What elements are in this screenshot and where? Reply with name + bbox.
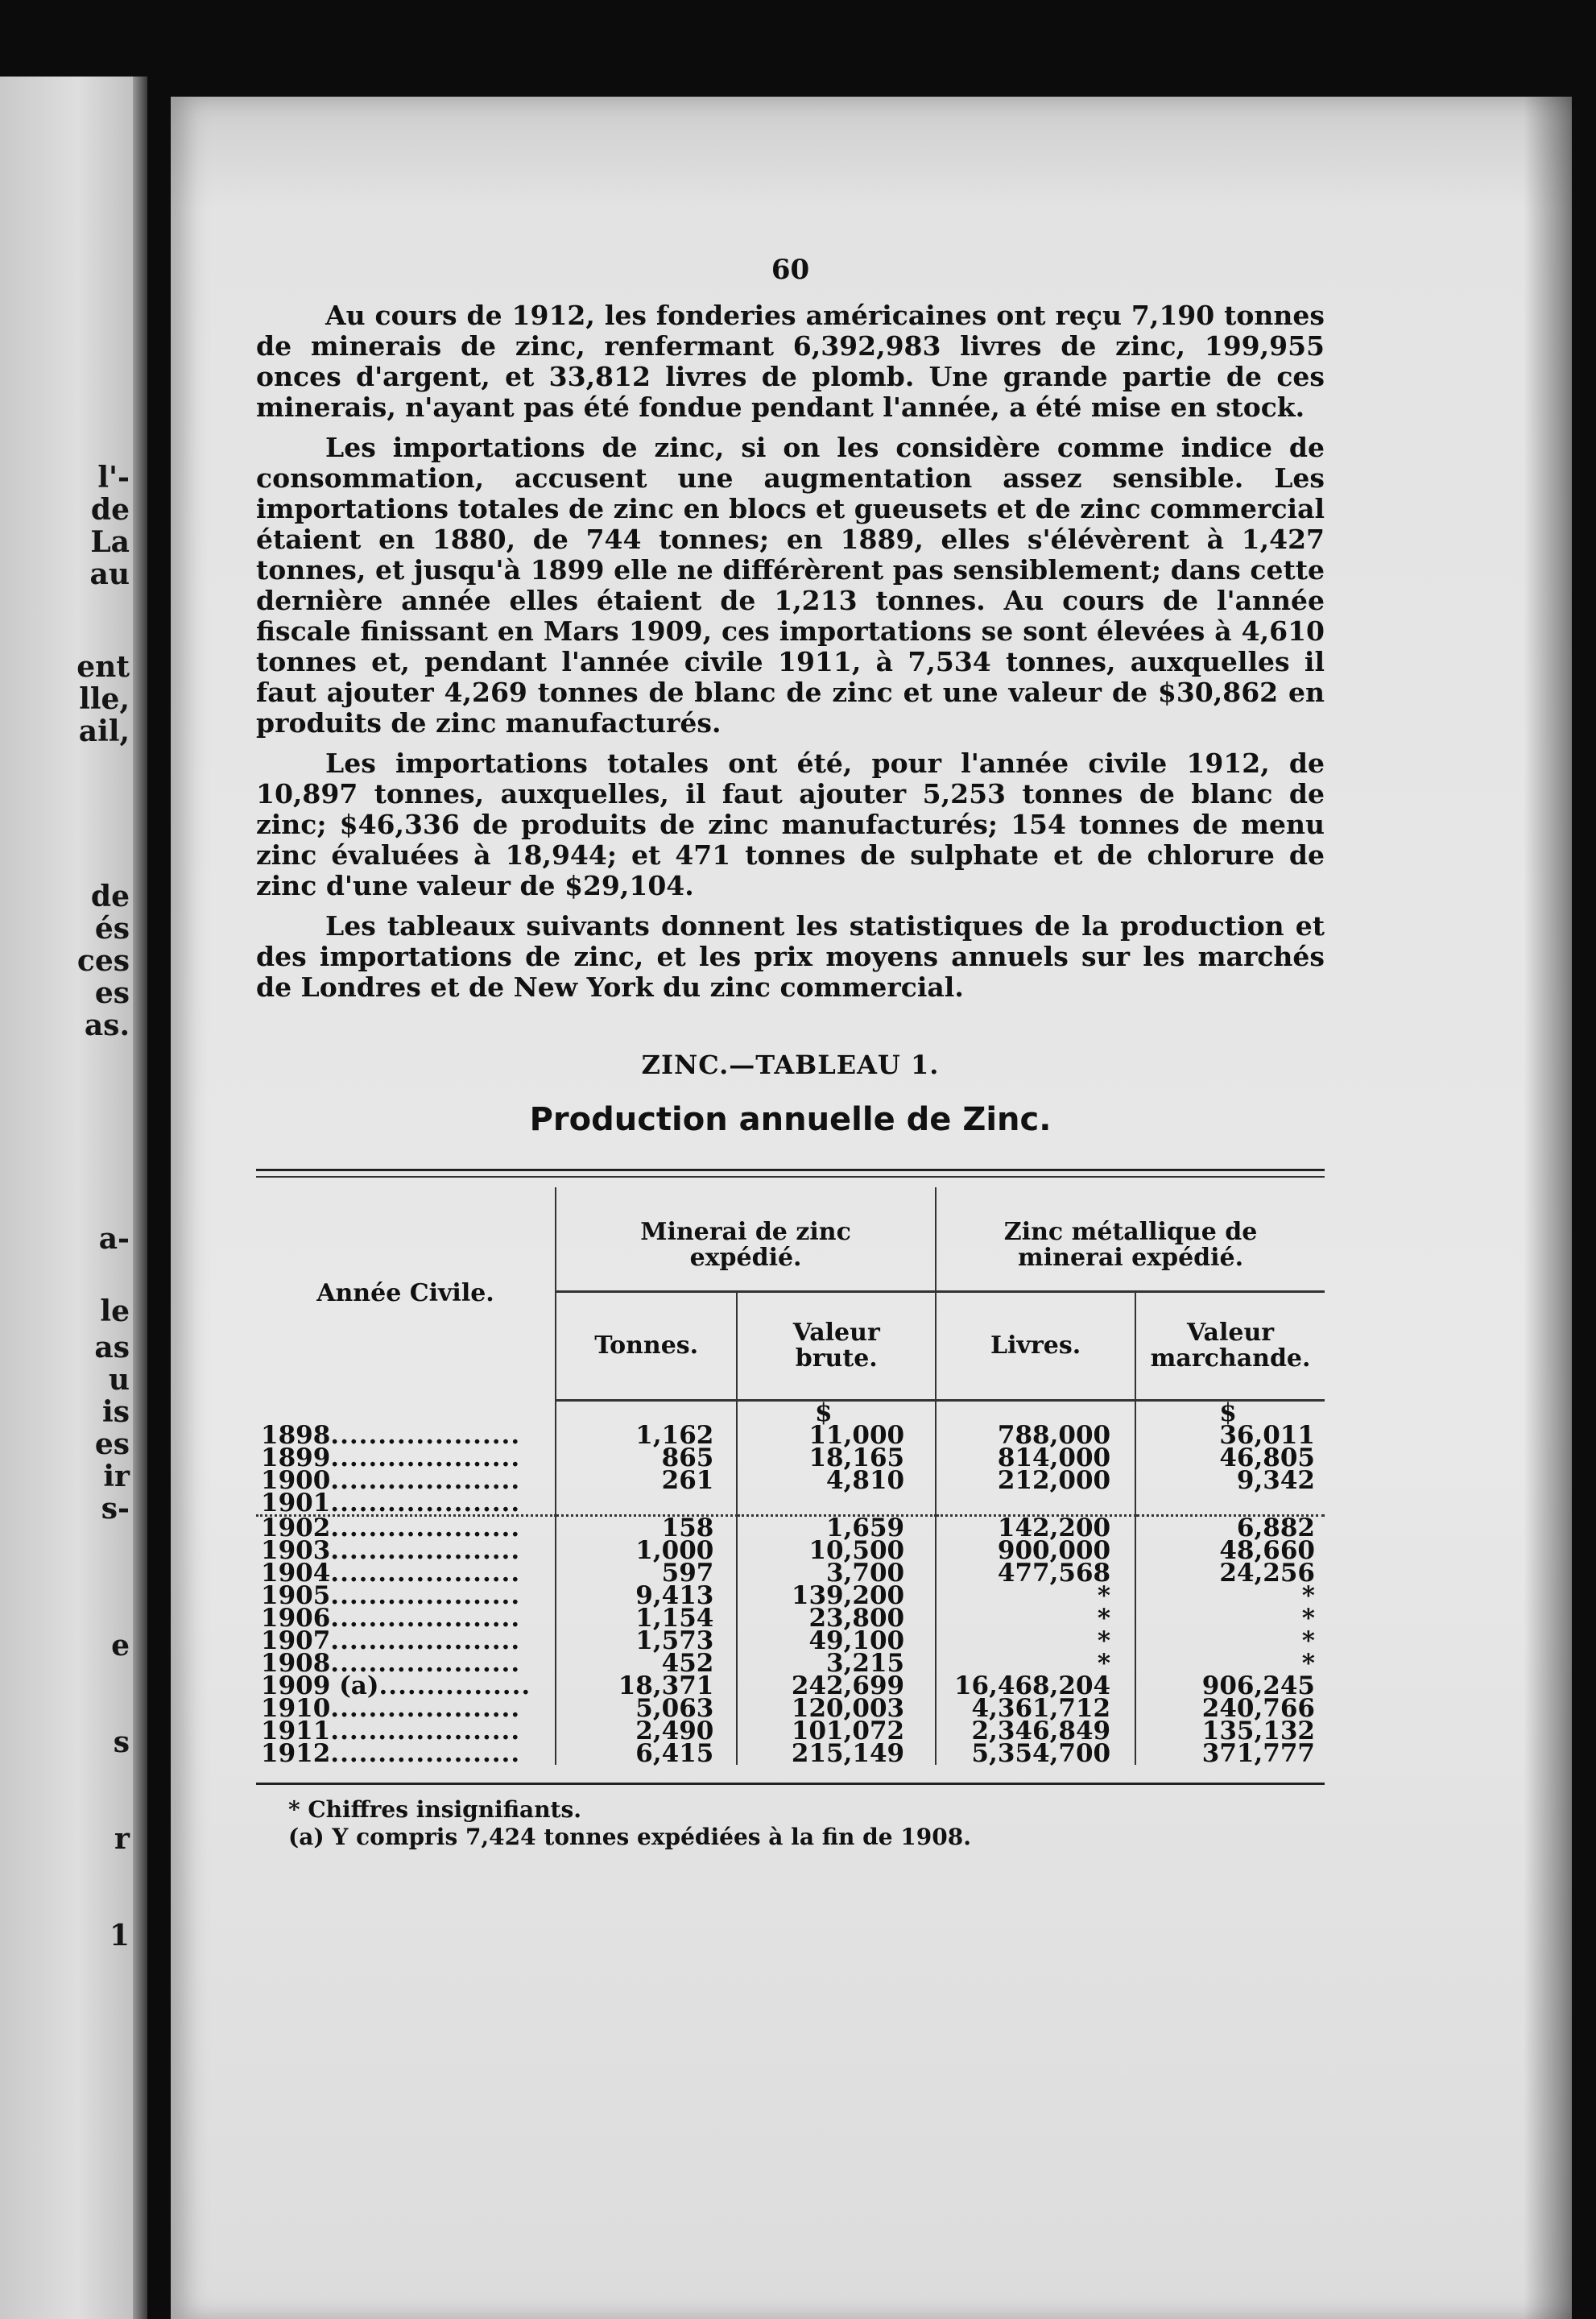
cell-livres: 142,200 [936, 1516, 1135, 1540]
prev-page-fragment: a- [98, 1222, 130, 1256]
leader-dots: .................... [330, 1559, 521, 1588]
cell-valeur-marchande [1135, 1492, 1325, 1516]
row-year: 1900 [261, 1466, 331, 1495]
table-row [256, 1492, 1325, 1516]
leader-dots: ................ [378, 1671, 531, 1700]
row-year: 1902 [261, 1514, 331, 1543]
leader-dots: .................... [330, 1581, 521, 1610]
prev-page-fragment: as [94, 1331, 130, 1364]
leader-dots: .................... [330, 1536, 521, 1565]
cell-valeur-brute: 4,810 [737, 1469, 936, 1492]
cell-livres: 814,000 [936, 1447, 1135, 1469]
prev-page-fragment: ir [103, 1460, 130, 1493]
cell-valeur-marchande: * [1135, 1607, 1325, 1630]
cell-livres: 788,000 [936, 1424, 1135, 1447]
currency-symbol: $ [737, 1401, 936, 1425]
cell-valeur-brute: 10,500 [737, 1539, 936, 1562]
cell-valeur-marchande: 24,256 [1135, 1562, 1325, 1584]
cell-valeur-brute: 18,165 [737, 1447, 936, 1469]
paragraph: Les tableaux suivants donnent les statistiques de la production et des importations de zinc, et les prix moyens annuels sur les marchés de Londres et de New York du zinc commercial. [256, 910, 1325, 1003]
cell-tonnes: 452 [556, 1652, 737, 1675]
zinc-table [256, 1187, 1325, 1768]
cell-valeur-marchande: * [1135, 1652, 1325, 1675]
prev-page-fragment: La [90, 525, 130, 559]
row-year: 1903 [261, 1536, 331, 1565]
table-bottom-rule [256, 1783, 1325, 1785]
cell-livres: * [936, 1584, 1135, 1607]
cell-livres [936, 1492, 1135, 1516]
cell-livres: 900,000 [936, 1539, 1135, 1562]
table-row [256, 1742, 1325, 1765]
cell-valeur-marchande: 371,777 [1135, 1742, 1325, 1765]
header-tonnes: Tonnes. [556, 1292, 737, 1401]
cell-livres: 2,346,849 [936, 1720, 1135, 1742]
previous-page [0, 77, 141, 2319]
cell-livres: 16,468,204 [936, 1675, 1135, 1697]
prev-page-fragment: au [89, 557, 130, 591]
header-year: Année Civile. [316, 1279, 494, 1308]
cell-tonnes: 9,413 [556, 1584, 737, 1607]
cell-valeur-marchande: 36,011 [1135, 1424, 1325, 1447]
leader-dots: .................... [330, 1466, 521, 1495]
cell-valeur-marchande: * [1135, 1584, 1325, 1607]
cell-valeur-marchande: 135,132 [1135, 1720, 1325, 1742]
cell-valeur-marchande: 6,882 [1135, 1516, 1325, 1540]
cell-valeur-brute: 49,100 [737, 1630, 936, 1652]
cell-valeur-marchande: 9,342 [1135, 1469, 1325, 1492]
cell-livres: 477,568 [936, 1562, 1135, 1584]
cell-valeur-brute: 215,149 [737, 1742, 936, 1765]
table-subtitle: Production annuelle de Zinc. [529, 1101, 1052, 1138]
leader-dots: .................... [330, 1604, 521, 1633]
cell-valeur-brute: 120,003 [737, 1697, 936, 1720]
row-year: 1904 [261, 1559, 331, 1588]
table-title: ZINC.—TABLEAU 1. [641, 1050, 940, 1080]
cell-valeur-marchande: 46,805 [1135, 1447, 1325, 1469]
row-year: 1906 [261, 1604, 331, 1633]
cell-tonnes: 5,063 [556, 1697, 737, 1720]
leader-dots: .................... [330, 1489, 521, 1518]
cell-tonnes: 1,000 [556, 1539, 737, 1562]
prev-page-fragment: 1 [109, 1919, 130, 1953]
cell-valeur-brute: 101,072 [737, 1720, 936, 1742]
row-year: 1911 [261, 1716, 331, 1745]
leader-dots: .................... [330, 1514, 521, 1543]
leader-dots: .................... [330, 1626, 521, 1655]
header-minerai-group: Minerai de zinc expédié. [556, 1187, 936, 1292]
row-year: 1899 [261, 1443, 331, 1472]
cell-livres: 212,000 [936, 1469, 1135, 1492]
cell-valeur-brute [737, 1492, 936, 1516]
cell-valeur-brute: 139,200 [737, 1584, 936, 1607]
cell-livres: 5,354,700 [936, 1742, 1135, 1765]
header-livres: Livres. [936, 1292, 1135, 1401]
cell-tonnes: 261 [556, 1469, 737, 1492]
prev-page-fragment: u [108, 1363, 130, 1397]
prev-page-fragment: ces [76, 944, 130, 978]
row-year: 1908 [261, 1649, 331, 1678]
prev-page-fragment: as. [84, 1008, 130, 1042]
cell-valeur-brute: 11,000 [737, 1424, 936, 1447]
page-content [256, 254, 1325, 1851]
prev-page-fragment: ent [76, 650, 130, 684]
leader-dots: .................... [330, 1421, 521, 1450]
prev-page-fragment: r [114, 1822, 130, 1856]
table-top-rule [256, 1169, 1325, 1178]
prev-page-fragment: es [94, 1427, 130, 1461]
cell-valeur-marchande: 906,245 [1135, 1675, 1325, 1697]
prev-page-fragment: de [90, 493, 130, 527]
paragraph: Les importations de zinc, si on les considère comme indice de consommation, accusent une augmentation assez sensible. Les importations totales de zinc en blocs et gueusets et de zinc commercial étaient en 1880, de 744 tonnes; en 1889, elles s'élévèrent à 1,427 tonnes, et jusqu'à 1899 elle ne différèrent pas sensiblement; dans cette dernière année elles étaient de 1,213 tonnes. Au cours de l'année fiscale finissant en Mars 1909, ces importations se sont élevées à 4,610 tonnes et, pendant l'année civile 1911, à 7,534 tonnes, auxquelles il faut ajouter 4,269 tonnes de blanc de zinc et une valeur de $30,862 en produits de zinc manufacturés. [256, 432, 1325, 739]
cell-valeur-brute: 242,699 [737, 1675, 936, 1697]
cell-tonnes: 1,154 [556, 1607, 737, 1630]
row-year: 1910 [261, 1694, 331, 1723]
paragraph: Les importations totales ont été, pour l'année civile 1912, de 10,897 tonnes, auxquelles, il faut ajouter 5,253 tonnes de blanc de zinc; $46,336 de produits de zinc manufacturés; 154 tonnes de menu zinc évaluées à 18,944; et 471 tonnes de sulphate et de chlorure de zinc d'une valeur de $29,104. [256, 747, 1325, 901]
footnote: (a) Y compris 7,424 tonnes expédiées à la fin de 1908. [288, 1824, 971, 1850]
cell-livres: * [936, 1607, 1135, 1630]
row-year: 1901 [261, 1489, 331, 1518]
cell-livres: 4,361,712 [936, 1697, 1135, 1720]
cell-tonnes: 18,371 [556, 1675, 737, 1697]
row-year: 1907 [261, 1626, 331, 1655]
cell-valeur-brute: 23,800 [737, 1607, 936, 1630]
row-year: 1898 [261, 1421, 331, 1450]
prev-page-fragment: lle, [79, 682, 130, 716]
cell-tonnes [556, 1492, 737, 1516]
cell-valeur-brute: 3,700 [737, 1562, 936, 1584]
cell-tonnes: 597 [556, 1562, 737, 1584]
footnotes [256, 1796, 1325, 1851]
cell-valeur-marchande: 48,660 [1135, 1539, 1325, 1562]
leader-dots: .................... [330, 1716, 521, 1745]
leader-dots: .................... [330, 1649, 521, 1678]
cell-tonnes: 1,573 [556, 1630, 737, 1652]
currency-symbol: $ [1135, 1401, 1325, 1425]
prev-page-fragment: le [100, 1294, 130, 1328]
footnote: * Chiffres insignifiants. [288, 1796, 581, 1823]
row-year: 1905 [261, 1581, 331, 1610]
cell-tonnes: 6,415 [556, 1742, 737, 1765]
production-table [256, 1169, 1325, 1785]
cell-valeur-marchande: * [1135, 1630, 1325, 1652]
prev-page-fragment: de [90, 880, 130, 913]
prev-page-fragment: s- [101, 1492, 130, 1526]
cell-tonnes: 865 [556, 1447, 737, 1469]
paragraph: Au cours de 1912, les fonderies américaines ont reçu 7,190 tonnes de minerais de zinc, renfermant 6,392,983 livres de zinc, 199,955 onces d'argent, et 33,812 livres de plomb. Une grande partie de ces minerais, n'ayant pas été fondue pendant l'année, a été mise en stock. [256, 300, 1325, 423]
row-year: 1909 (a) [261, 1671, 379, 1700]
cell-livres: * [936, 1630, 1135, 1652]
cell-tonnes: 1,162 [556, 1424, 737, 1447]
page-edge-shadow [1524, 97, 1572, 2319]
leader-dots: .................... [330, 1443, 521, 1472]
cell-livres: * [936, 1652, 1135, 1675]
cell-valeur-brute: 3,215 [737, 1652, 936, 1675]
page-gutter [133, 77, 147, 2319]
row-year: 1912 [261, 1739, 331, 1768]
leader-dots: .................... [330, 1694, 521, 1723]
cell-tonnes: 2,490 [556, 1720, 737, 1742]
page-number: 60 [771, 254, 810, 286]
header-zinc-group: Zinc métallique de minerai expédié. [936, 1187, 1325, 1292]
prev-page-fragment: e [111, 1629, 130, 1663]
header-valeur-brute: Valeur brute. [737, 1292, 936, 1401]
prev-page-fragment: s [113, 1725, 130, 1759]
prev-page-fragment: ail, [78, 714, 130, 748]
prev-page-fragment: es [94, 976, 130, 1010]
prev-page-fragment: l'- [97, 461, 130, 495]
prev-page-fragment: és [94, 912, 130, 946]
cell-tonnes: 158 [556, 1516, 737, 1540]
cell-valeur-brute: 1,659 [737, 1516, 936, 1540]
prev-page-fragment: is [102, 1395, 130, 1429]
leader-dots: .................... [330, 1739, 521, 1768]
cell-valeur-marchande: 240,766 [1135, 1697, 1325, 1720]
header-valeur-marchande: Valeur marchande. [1135, 1292, 1325, 1401]
